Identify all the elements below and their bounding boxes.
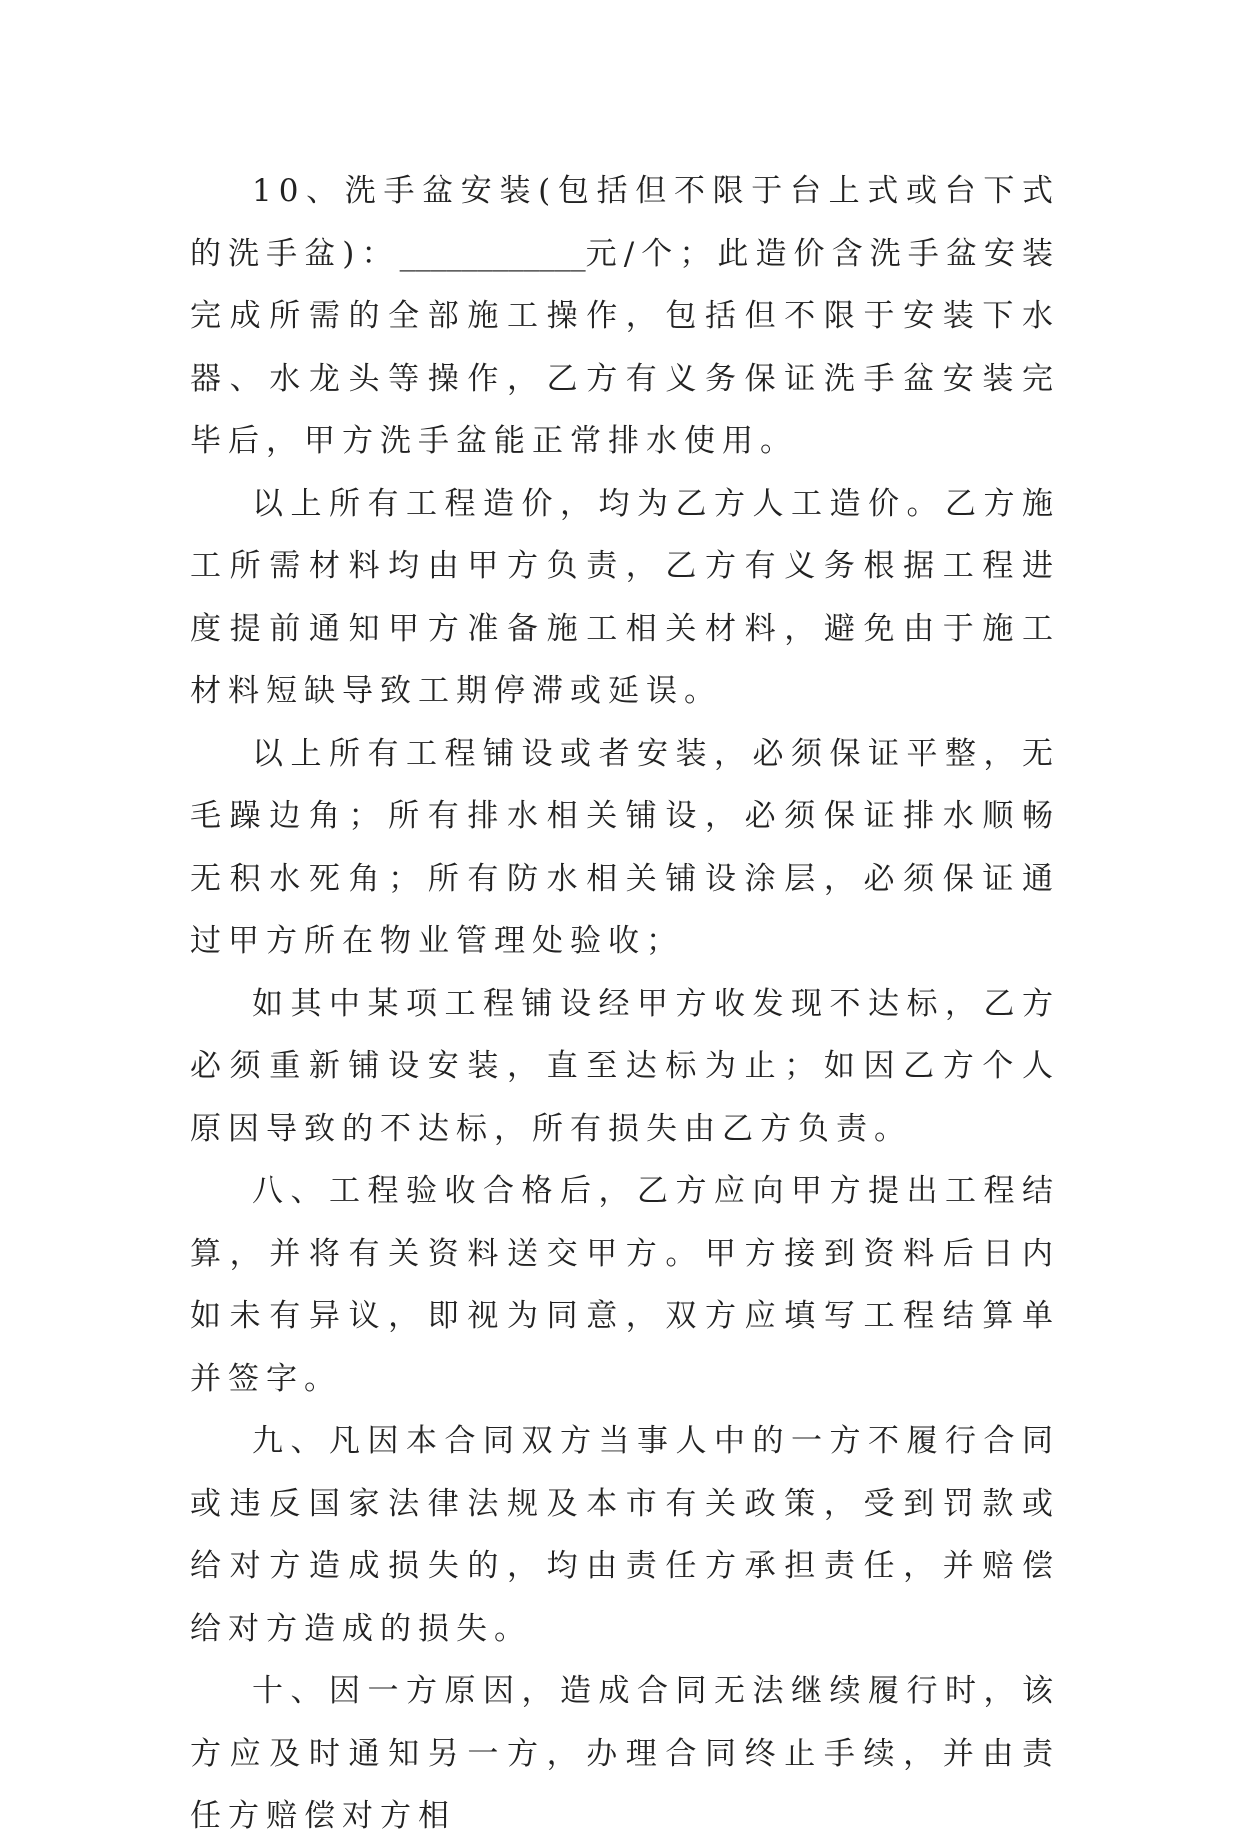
paragraph-clause-9-liability: 九、凡因本合同双方当事人中的一方不履行合同或违反国家法律法规及本市有关政策，受到罚款或给对方造成损失的，均由责任方承担责任，并赔偿给对方造成的损失。 [190, 1423, 1060, 1647]
paragraph-quality-requirements: 以上所有工程铺设或者安装，必须保证平整，无毛躁边角；所有排水相关铺设，必须保证排水顺畅无积水死角；所有防水相关铺设涂层，必须保证通过甲方所在物业管理处验收； [190, 735, 1060, 959]
paragraph-washbasin-installation [190, 160, 1060, 473]
document-body [190, 160, 1060, 1848]
paragraph-labor-cost: 以上所有工程造价，均为乙方人工造价。乙方施工所需材料均由甲方负责，乙方有义务根据工程进度提前通知甲方准备施工相关材料，避免由于施工材料短缺导致工期停滞或延误。 [190, 485, 1060, 709]
paragraph-clause-10-termination: 十、因一方原因，造成合同无法继续履行时，该方应及时通知另一方，办理合同终止手续，并由责任方赔偿对方相 [190, 1673, 1060, 1834]
washbasin-clause-lead: 10、洗手盆安装(包括但不限于台上式或台下式的洗手盆)： [190, 173, 1060, 272]
paragraph-rework: 如其中某项工程铺设经甲方收发现不达标，乙方必须重新铺设安装，直至达标为止；如因乙方个人原因导致的不达标，所有损失由乙方负责。 [190, 985, 1060, 1147]
washbasin-clause-rest: 元/个；此造价含洗手盆安装完成所需的全部施工操作，包括但不限于安装下水器、水龙头等操作，乙方有义务保证洗手盆安装完毕后，甲方洗手盆能正常排水使用。 [190, 235, 1060, 459]
paragraph-clause-8-settlement: 八、工程验收合格后，乙方应向甲方提出工程结算，并将有关资料送交甲方。甲方接到资料后日内如未有异议，即视为同意，双方应填写工程结算单并签字。 [190, 1173, 1060, 1397]
price-blank-field: ____________ [399, 235, 586, 272]
